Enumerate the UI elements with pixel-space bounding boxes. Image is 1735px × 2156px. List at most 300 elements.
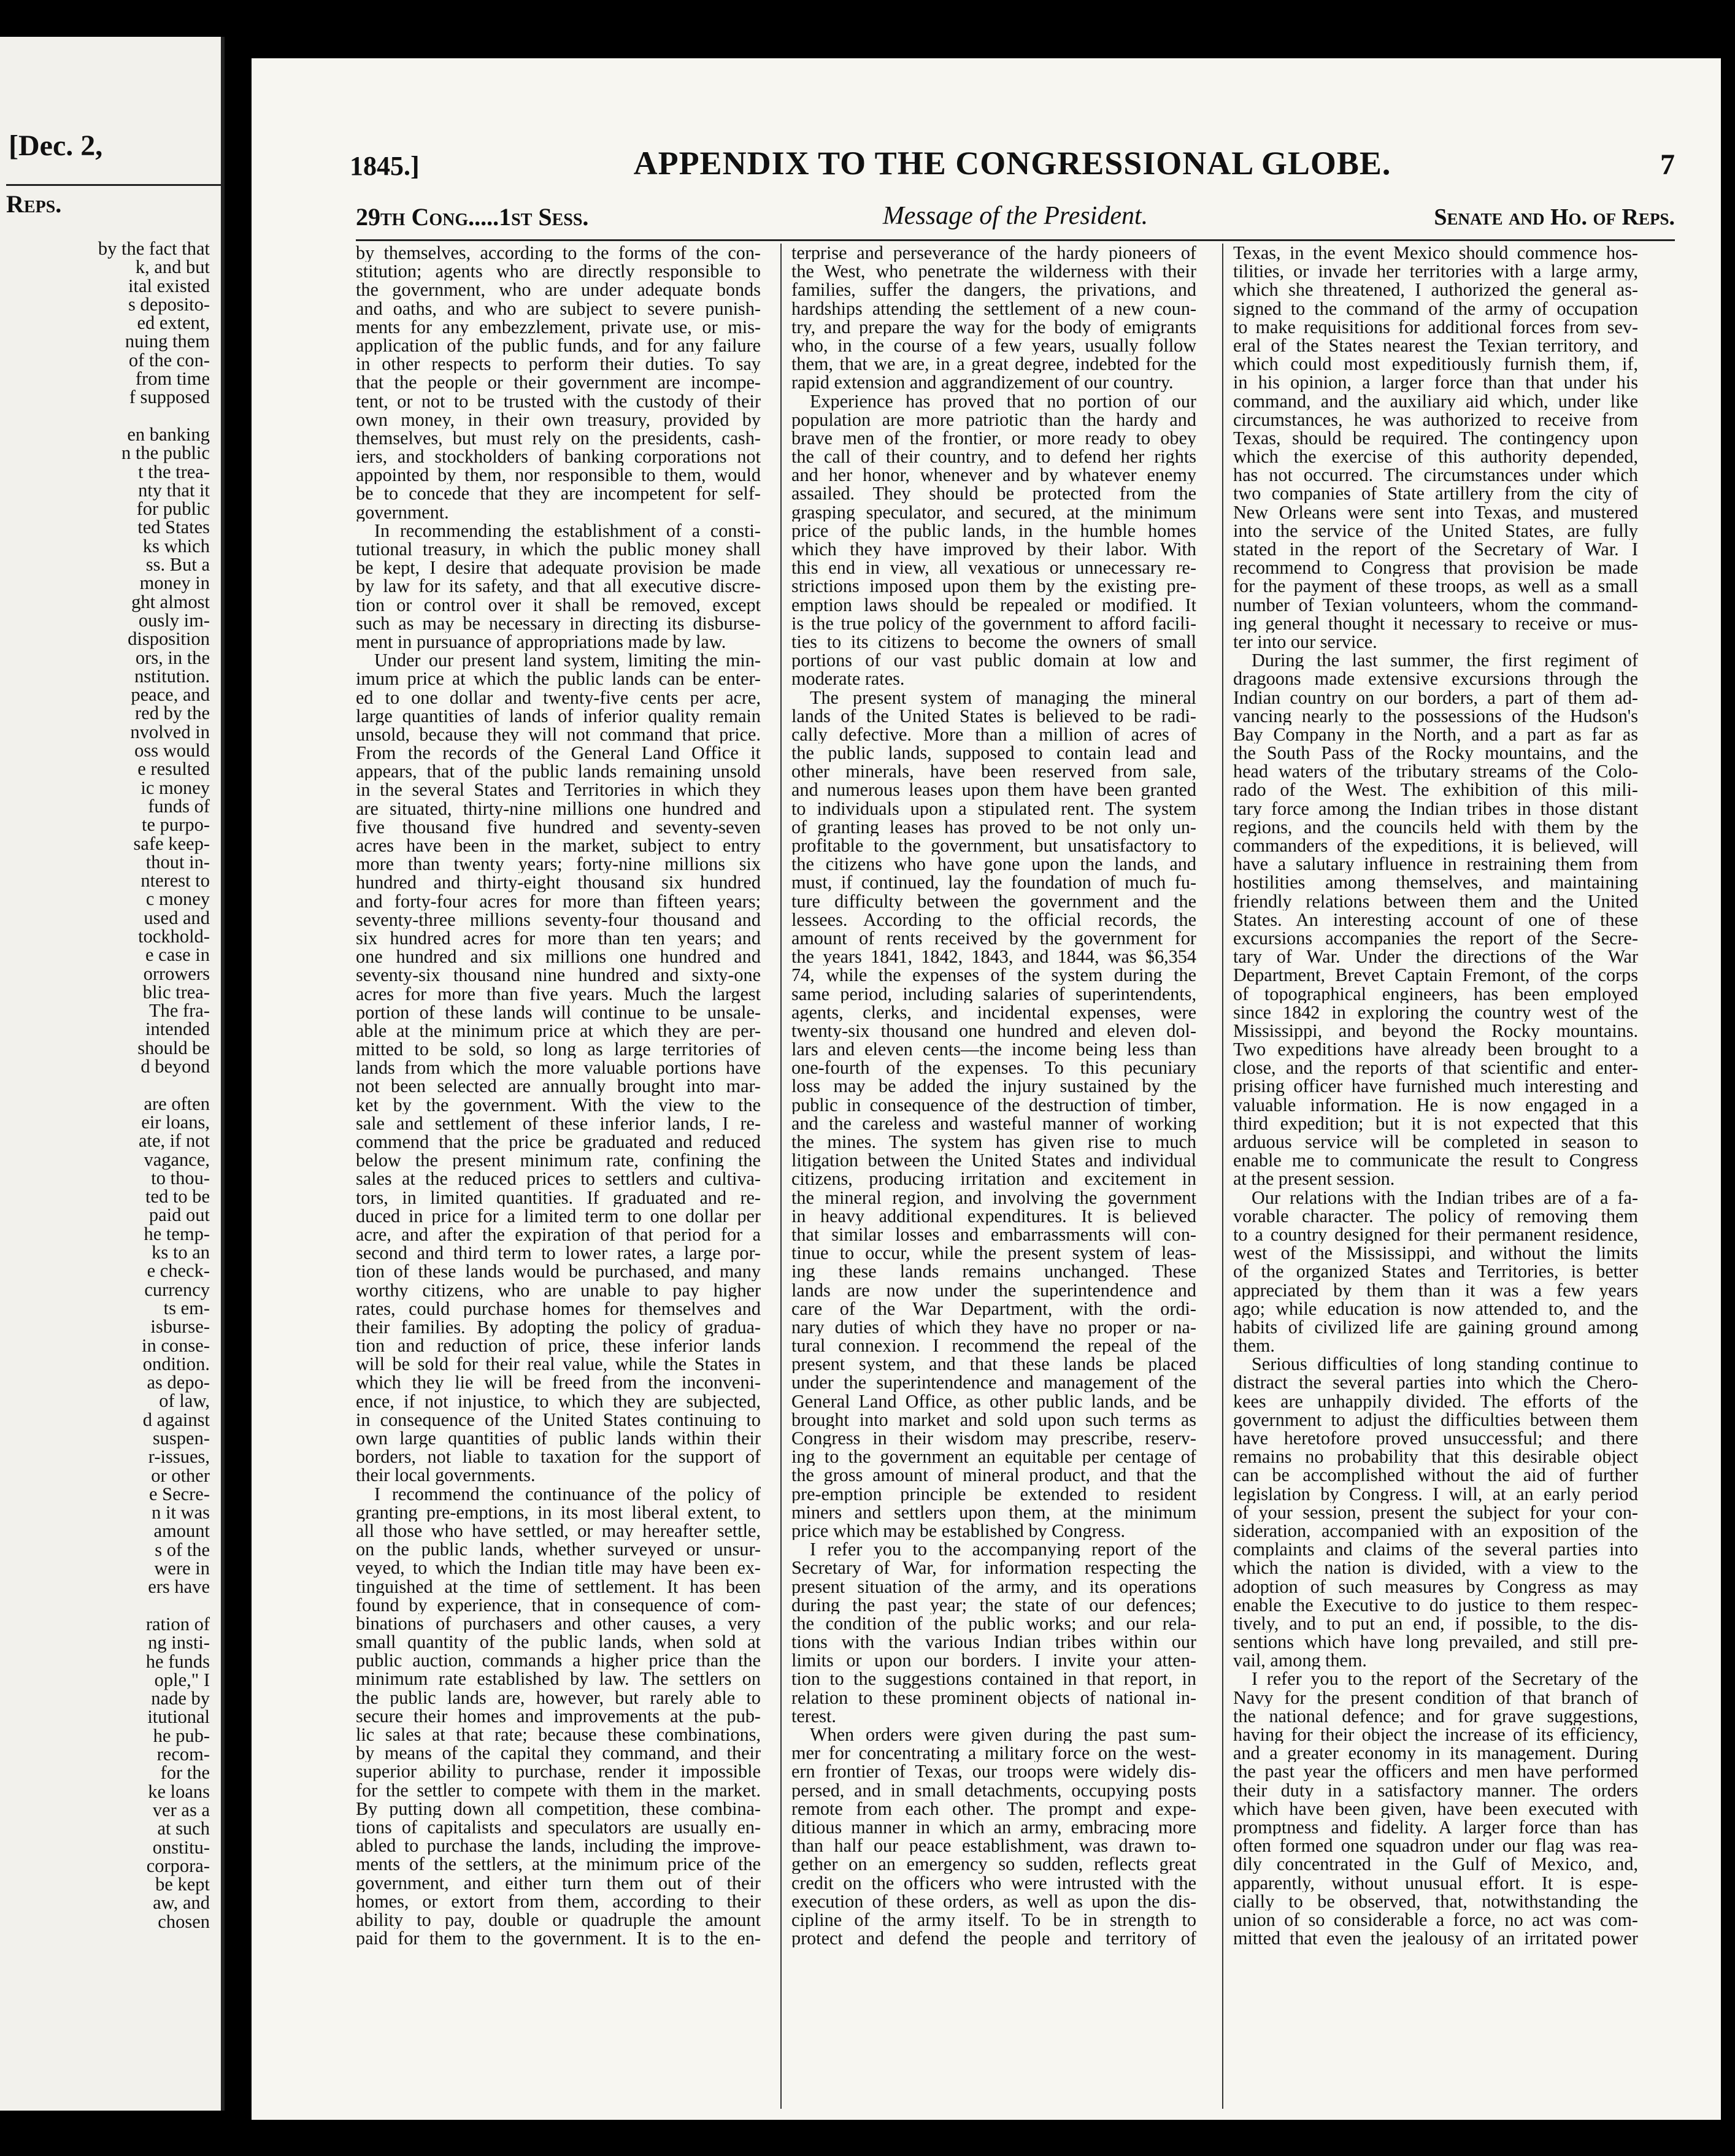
text-line: this end in view, all vexatious or unnecessary re-	[791, 558, 1196, 577]
adjacent-page-line: be kept	[155, 1874, 210, 1895]
text-line: them.	[1233, 1336, 1275, 1355]
text-line: which she threatened, I authorized the general as-	[1233, 280, 1638, 299]
text-line: During the last summer, the first regiment of	[1252, 651, 1638, 670]
text-line: tent, or not to be trusted with the custody of their	[356, 391, 761, 410]
text-line: the public lands, supposed to contain lead and	[791, 744, 1196, 763]
text-line: apparently, without unusual effort. It is espe-	[1233, 1873, 1638, 1892]
text-line: execution of these orders, as well as upon the dis-	[791, 1892, 1196, 1911]
adjacent-page-line: nvolved in	[130, 721, 210, 742]
text-line: borders, not liable to taxation for the support of	[356, 1447, 761, 1466]
text-line: which they have improved by their labor. With	[791, 540, 1196, 559]
adjacent-page-date: [Dec. 2,	[9, 129, 103, 162]
adjacent-page-line	[1, 407, 210, 425]
text-line: appointed by them, nor responsible to them, would	[356, 466, 761, 485]
header-year: 1845.]	[350, 151, 420, 181]
text-line: I refer you to the accompanying report of the	[810, 1540, 1196, 1559]
adjacent-page-line: tockhold-	[138, 925, 210, 947]
text-line: all those who have settled, or may hereafter settle,	[356, 1521, 761, 1541]
adjacent-page-line: for public	[136, 498, 210, 520]
text-line: vorable character. The policy of removing them	[1233, 1206, 1638, 1225]
text-line: and her honor, whenever and by whatever enemy	[791, 466, 1196, 485]
text-line: ture difficulty between the government and the	[791, 891, 1196, 911]
text-line: for the payment of these troops, as well as a small	[1233, 577, 1638, 596]
adjacent-page-line: ks to an	[152, 1242, 210, 1263]
text-line: terprise and perseverance of the hardy pioneers of	[791, 244, 1196, 263]
adjacent-page-line: ers have	[148, 1576, 210, 1598]
text-line: are situated, thirty-nine millions one hundred and	[356, 799, 761, 818]
text-line: ditious manner in which an army, embracing more	[791, 1817, 1196, 1837]
adjacent-page-line: ors, in the	[135, 647, 210, 668]
text-line: own money, in their own treasury, provided by	[356, 410, 761, 429]
text-line: credit on the officers who were intrusted with the	[791, 1873, 1196, 1892]
text-line: ties to its citizens to become the owners of small	[791, 632, 1196, 652]
text-line: cally defective. More than a million of acres of	[791, 725, 1196, 744]
text-line: the years 1841, 1842, 1843, and 1844, was $6,354	[791, 947, 1196, 966]
text-line: hardships attending the settlement of a new coun-	[791, 299, 1196, 318]
adjacent-page-line: s of the	[155, 1539, 210, 1560]
text-line: small quantity of the public lands, when sold at	[356, 1633, 761, 1652]
text-line: portions of our vast public domain at low and	[791, 651, 1196, 670]
adjacent-page-line: should be	[137, 1037, 210, 1058]
text-line: persed, and in small detachments, occupying posts	[791, 1781, 1196, 1800]
text-line: commend that the price be graduated and reduced	[356, 1133, 761, 1152]
adjacent-page-line: to thou-	[151, 1167, 210, 1188]
text-line: able at the minimum price at which they are per-	[356, 1021, 761, 1041]
text-line: hundred and thirty-eight thousand six hundred	[356, 873, 761, 892]
adjacent-page-line: d against	[142, 1409, 210, 1430]
adjacent-page-line: safe keep-	[133, 833, 210, 854]
text-line: one hundred and six millions one hundred and	[356, 947, 761, 966]
text-line: public in consequence of the destruction of timber,	[791, 1095, 1196, 1114]
text-line: mitted that even the jealousy of an irritated power	[1233, 1929, 1638, 1948]
text-line: not been selected are annually brought into mar-	[356, 1077, 761, 1096]
adjacent-page-line: ondition.	[142, 1353, 210, 1374]
adjacent-page-line: itutional	[147, 1706, 210, 1728]
adjacent-page-line: were in	[154, 1558, 210, 1579]
column-divider	[780, 244, 782, 2109]
text-line: seventy-three millions seventy-four thousand and	[356, 910, 761, 929]
text-line: is the true policy of the government to afford facili-	[791, 614, 1196, 633]
text-line: and oaths, and who are subject to severe punish-	[356, 299, 761, 318]
adjacent-page-line: ted States	[137, 517, 210, 538]
text-line: tilities, or invade her territories with a large army,	[1233, 262, 1638, 281]
text-line: binations of purchasers and other causes, a very	[356, 1614, 761, 1633]
text-line: have a salutary influence in restraining them from	[1233, 855, 1638, 874]
text-line: commanders of the expeditions, it is believed, will	[1233, 836, 1638, 855]
text-line: grasping speculator, and secured, at the minimum	[791, 502, 1196, 522]
adjacent-page-line: nty that it	[138, 479, 210, 501]
text-line: lands are now under the superintendence and	[791, 1280, 1196, 1299]
adjacent-page-line: ks which	[142, 535, 210, 556]
text-line: Indian country on our borders, a part of them ad-	[1233, 688, 1638, 707]
text-line: hostilities among themselves, and maintaining	[1233, 873, 1638, 892]
text-line: six hundred acres for more than ten years; and	[356, 928, 761, 948]
text-line: moderate rates.	[791, 669, 905, 688]
text-line: vancing nearly to the possessions of the Hudson's	[1233, 706, 1638, 725]
adjacent-page-line: ously im-	[138, 609, 210, 631]
text-line: ter into our service.	[1233, 632, 1377, 652]
adjacent-page-line: suspen-	[152, 1428, 210, 1449]
adjacent-page-line: t the trea-	[138, 461, 210, 482]
text-line: Our relations with the Indian tribes are of a fa-	[1252, 1188, 1638, 1207]
text-line: the mines. The system has given rise to much	[791, 1133, 1196, 1152]
text-line: agents, clerks, and incidental expenses, were	[791, 1003, 1196, 1022]
text-line: citizens, producing irritation and excitement in	[791, 1169, 1196, 1188]
text-line: Serious difficulties of long standing continue to	[1252, 1355, 1638, 1374]
adjacent-page-line: used and	[144, 907, 210, 928]
text-line: mer for concentrating a military force on the west-	[791, 1744, 1196, 1763]
text-line: veyed, to which the Indian title may have been ex-	[356, 1558, 761, 1577]
adjacent-page-line: k, and but	[135, 256, 210, 278]
adjacent-page-chamber: Reps.	[6, 184, 225, 218]
text-line: dragoons made extensive excursions through the	[1233, 669, 1638, 688]
text-line: profitable to the government, but unsatisfactory to	[791, 836, 1196, 855]
text-line: having for their object the increase of its efficiency,	[1233, 1725, 1638, 1744]
text-line: adoption of such measures by Congress as may	[1233, 1577, 1638, 1596]
text-line: By putting down all competition, these combina-	[356, 1799, 761, 1818]
text-line: in the several States and Territories in which they	[356, 780, 761, 799]
text-line: of granting leases has proved to be not only un-	[791, 817, 1196, 836]
adjacent-page-line: eir loans,	[141, 1111, 210, 1133]
text-line: assailed. They should be protected from the	[791, 484, 1196, 503]
text-line: in other respects to perform their duties. To say	[356, 355, 761, 374]
text-line: ing to the government an equitable per centage of	[791, 1447, 1196, 1466]
adjacent-page-line: blic trea-	[142, 981, 210, 1003]
text-line: worthy citizens, who are unable to pay higher	[356, 1280, 761, 1299]
text-line: abled to purchase the lands, including the improve-	[356, 1836, 761, 1855]
adjacent-page-line: ration of	[145, 1613, 210, 1634]
text-line: families, suffer the dangers, the privations, and	[791, 280, 1196, 299]
text-line: tion to the suggestions contained in that report, in	[791, 1669, 1196, 1688]
text-line: relation to these prominent objects of national in-	[791, 1688, 1196, 1707]
text-line: remains no probability that this desirable object	[1233, 1447, 1638, 1466]
text-line: arduous service will be completed in season to	[1233, 1133, 1638, 1152]
text-line: enable the Executive to do justice to them respec-	[1233, 1595, 1638, 1614]
text-line: seventy-six thousand nine hundred and sixty-one	[356, 966, 761, 985]
text-line: their duty in a satisfactory manner. The orders	[1233, 1781, 1638, 1800]
text-line: in his opinion, a larger force than that under his	[1233, 373, 1638, 392]
adjacent-page-line: n the public	[121, 442, 210, 464]
text-line: rates, could purchase homes for themselves and	[356, 1299, 761, 1318]
text-line: the condition of the public works; and our rela-	[791, 1614, 1196, 1633]
text-line: excursions accompanies the report of the Secre-	[1233, 928, 1638, 948]
adjacent-page-line: or other	[151, 1465, 210, 1486]
text-line: Navy for the present condition of that branch of	[1233, 1688, 1638, 1707]
text-line: to make requisitions for additional forces from sev-	[1233, 317, 1638, 336]
adjacent-page-line: d beyond	[140, 1056, 210, 1077]
adjacent-page-line: by the fact that	[98, 238, 210, 259]
adjacent-page-line: e case in	[145, 944, 210, 966]
adjacent-page-line: ople," I	[154, 1669, 210, 1690]
adjacent-page-line: funds of	[148, 795, 210, 817]
text-line: be to concede that they are incompetent for self-	[356, 484, 761, 503]
adjacent-page-line: of law,	[159, 1390, 210, 1412]
text-line: tions with the various Indian tribes within our	[791, 1633, 1196, 1652]
text-line: tion and reduction of price, these inferior lands	[356, 1336, 761, 1355]
adjacent-page-line: nstitution.	[134, 665, 210, 687]
text-line: In recommending the establishment of a consti-	[374, 521, 761, 540]
adjacent-page-line: amount	[153, 1520, 210, 1542]
text-line: dily concentrated in the Gulf of Mexico, and,	[1233, 1855, 1638, 1874]
adjacent-page-line: recom-	[156, 1744, 210, 1765]
text-line: own large quantities of public lands within their	[356, 1429, 761, 1448]
text-line: close, and the reports of that scientific and enter-	[1233, 1058, 1638, 1077]
text-line: them, that we are, in a great degree, indebted for the	[791, 355, 1196, 374]
text-line: pre-emption principle be extended to resident	[791, 1484, 1196, 1503]
adjacent-page-line: e check-	[147, 1260, 210, 1282]
text-line: signed to the command of the army of occupation	[1233, 299, 1638, 318]
text-line: the gross amount of mineral product, and that the	[791, 1466, 1196, 1485]
text-line: cially to be observed, that, notwithstanding the	[1233, 1892, 1638, 1911]
text-line: tutional treasury, in which the public money shall	[356, 540, 761, 559]
text-line: paid for them to the government. It is to the en-	[356, 1929, 761, 1948]
text-line: in heavy additional expenditures. It is believed	[791, 1206, 1196, 1225]
text-line: Texas, in the event Mexico should commence hos-	[1233, 244, 1638, 263]
text-line: ing these lands remains unchanged. These	[791, 1262, 1196, 1281]
text-line: which the exercise of this authority depended,	[1233, 447, 1638, 466]
text-line: distract the several parties into which the Chero-	[1233, 1373, 1638, 1392]
text-line: habits of civilized life are gaining ground among	[1233, 1317, 1638, 1337]
adjacent-page-line: c money	[145, 888, 210, 910]
text-line: limits or upon our borders. I invite your atten-	[791, 1651, 1196, 1670]
adjacent-page-fragment	[0, 37, 225, 2111]
text-line: and numerous leases upon them have been granted	[791, 780, 1196, 799]
text-line: and a greater economy in its management. During	[1233, 1744, 1638, 1763]
text-line: since 1842 in exploring the country west of the	[1233, 1003, 1638, 1022]
text-line: try, and prepare the way for the body of emigrants	[791, 317, 1196, 336]
text-line: iers, and stockholders of banking corporations not	[356, 447, 761, 466]
text-line: tion or control over it shall be removed, except	[356, 595, 761, 614]
text-line: portion of these lands will continue to be unsale-	[356, 1003, 761, 1022]
chamber-label: Senate and Ho. of Reps.	[1434, 204, 1675, 230]
text-line: price which may be established by Congress.	[791, 1521, 1126, 1541]
text-column-1	[356, 244, 761, 1947]
text-line: sideration, accompanied with an exposition of the	[1233, 1521, 1638, 1541]
text-line: tors, in limited quantities. If graduated and re-	[356, 1188, 761, 1207]
text-line: brought into market and sold upon such terms as	[791, 1410, 1196, 1429]
text-line: complaints and claims of the several parties into	[1233, 1540, 1638, 1559]
text-line: ing general thought it necessary to receive or mus-	[1233, 614, 1638, 633]
adjacent-page-line: onstitu-	[152, 1836, 210, 1858]
text-line: Experience has proved that no portion of our	[810, 391, 1196, 410]
text-line: that the people or their government are incompe-	[356, 373, 761, 392]
text-line: vail, among them.	[1233, 1651, 1367, 1670]
text-line: other minerals, have been reserved from sale,	[791, 762, 1196, 781]
text-line: homes, or extort from them, according to their	[356, 1892, 761, 1911]
text-line: eral of the States nearest the Texian territory, and	[1233, 336, 1638, 355]
text-line: same period, including salaries of superintendents,	[791, 984, 1196, 1003]
text-line: tinguished at the time of settlement. It has been	[356, 1577, 761, 1596]
text-line: care of the War Department, with the ordi-	[791, 1299, 1196, 1318]
text-line: large quantities of lands of inferior quality remain	[356, 706, 761, 725]
text-line: at the present session.	[1233, 1169, 1395, 1188]
text-line: ment in pursuance of appropriations made by law.	[356, 632, 726, 652]
text-line: valuable information. He is now engaged in a	[1233, 1095, 1638, 1114]
adjacent-page-line: currency	[144, 1279, 210, 1300]
adjacent-page-line: ital existed	[128, 275, 210, 296]
text-line: unsold, because they will not command that price.	[356, 725, 761, 744]
text-line: on the public lands, whether surveyed or unsur-	[356, 1540, 761, 1559]
adjacent-page-line: of the con-	[128, 349, 210, 371]
text-line: imum price at which the public lands can be enter-	[356, 669, 761, 688]
text-line: tion of these lands would be purchased, and many	[356, 1262, 761, 1281]
text-line: lands of the United States is believed to be radi-	[791, 706, 1196, 725]
adjacent-page-line: peace, and	[131, 684, 210, 706]
text-line: their local governments.	[356, 1466, 536, 1485]
section-title: Message of the President.	[882, 202, 1148, 230]
text-line: kees are unhappily divided. The efforts of the	[1233, 1392, 1638, 1411]
text-line: secure their homes and improvements at the pub-	[356, 1706, 761, 1725]
text-line: application of the public funds, and for any failure	[356, 336, 761, 355]
adjacent-page-line: ke loans	[148, 1781, 210, 1802]
text-line: and the careless and wasteful manner of working	[791, 1114, 1196, 1133]
adjacent-page-line: orrowers	[143, 963, 210, 984]
adjacent-page-line: aw, and	[153, 1892, 210, 1914]
adjacent-page-line: en banking	[127, 423, 210, 445]
adjacent-page-line: The fra-	[148, 1000, 210, 1022]
adjacent-page-line: ate, if not	[138, 1130, 210, 1152]
text-line: ern frontier of Texas, our troops were widely dis-	[791, 1762, 1196, 1781]
page-title: APPENDIX TO THE CONGRESSIONAL GLOBE.	[633, 145, 1391, 182]
text-line: ed to one dollar and twenty-five cents per acre,	[356, 688, 761, 707]
text-line: the call of their country, and to defend her rights	[791, 447, 1196, 466]
text-line: 74, while the expenses of the system during the	[791, 966, 1196, 985]
text-line: second and third term to lower rates, a large por-	[356, 1244, 761, 1263]
adjacent-page-line: ed extent,	[137, 312, 210, 334]
text-line: rapid extension and aggrandizement of our country.	[791, 373, 1174, 392]
text-line: population are more patriotic than the hardy and	[791, 410, 1196, 429]
text-line: which the nation is divided, with a view to the	[1233, 1558, 1638, 1577]
text-line: to a country designed for their permanent residence,	[1233, 1225, 1638, 1244]
text-line: the national defence; and for grave suggestions,	[1233, 1706, 1638, 1725]
text-line: acres for more than five years. Much the largest	[356, 984, 761, 1003]
text-line: When orders were given during the past sum-	[810, 1725, 1196, 1744]
text-line: recommend to Congress that provision be made	[1233, 558, 1638, 577]
text-line: lic sales at that rate; because these combinations,	[356, 1725, 761, 1744]
text-line: the West, who penetrate the wilderness with their	[791, 262, 1196, 281]
text-line: two companies of State artillery from the city of	[1233, 484, 1638, 503]
text-line: tural connexion. I recommend the repeal of the	[791, 1336, 1196, 1355]
adjacent-page-line: ng insti-	[148, 1632, 210, 1654]
text-line: who, in the course of a few years, usually follow	[791, 336, 1196, 355]
text-line: rado of the West. The exhibition of this mili-	[1233, 780, 1638, 799]
text-line: public auction, commands a higher price than the	[356, 1651, 761, 1670]
text-line: tions of capitalists and speculators are usually en-	[356, 1817, 761, 1837]
adjacent-page-line: as depo-	[147, 1372, 210, 1393]
text-line: minimum rate established by law. The settlers on	[356, 1669, 761, 1688]
adjacent-page-line: nuing them	[125, 331, 210, 352]
text-line: price of the public lands, in the humble homes	[791, 521, 1196, 540]
text-column-3	[1233, 244, 1638, 1947]
text-line: often formed one squadron under our flag was rea-	[1233, 1836, 1638, 1855]
text-line: duced in price for a limited term to one dollar per	[356, 1206, 761, 1225]
text-line: acre, and after the expiration of that period for a	[356, 1225, 761, 1244]
text-line: tinue to occur, while the present system of leas-	[791, 1244, 1196, 1263]
text-line: which have been given, have been executed with	[1233, 1799, 1638, 1818]
adjacent-page-line: s deposito-	[128, 293, 210, 315]
text-line: acres have been in the market, subject to entry	[356, 836, 761, 855]
text-line: of your session, present the subject for your con-	[1233, 1503, 1638, 1522]
text-line: command, and the auxiliary aid which, under like	[1233, 391, 1638, 410]
text-line: legislation by Congress. I will, at an early period	[1233, 1484, 1638, 1503]
text-line: Secretary of War, for information respecting the	[791, 1558, 1196, 1577]
text-line: twenty-six thousand one hundred and eleven dol-	[791, 1021, 1196, 1041]
adjacent-page-line: te purpo-	[142, 814, 210, 836]
text-line: lessees. According to the official records, the	[791, 910, 1196, 929]
text-line: government.	[356, 502, 449, 522]
adjacent-page-line	[1, 1596, 210, 1615]
adjacent-page-line: he temp-	[144, 1223, 210, 1244]
text-line: tary of War. Under the directions of the War	[1233, 947, 1638, 966]
text-line: has not occurred. The circumstances under which	[1233, 466, 1638, 485]
adjacent-page-line: from time	[135, 368, 210, 390]
text-line: promptness and fidelity. A larger force than has	[1233, 1817, 1638, 1837]
text-line: ability to pay, double or quadruple the amount	[356, 1910, 761, 1930]
text-line: to individuals upon a stipulated rent. The system	[791, 799, 1196, 818]
text-line: ket by the government. With the view to the	[356, 1095, 761, 1114]
text-line: third expedition; but it is not expected that this	[1233, 1114, 1638, 1133]
adjacent-page-line: ss. But a	[145, 554, 210, 576]
text-line: which could most expeditiously furnish them, if,	[1233, 355, 1638, 374]
text-line: Bay Company in the North, and a part as far as	[1233, 725, 1638, 744]
text-line: that similar losses and embarrassments will con-	[791, 1225, 1196, 1244]
adjacent-page-line: at such	[157, 1818, 210, 1839]
text-line: more than twenty years; forty-nine millions six	[356, 855, 761, 874]
text-line: the public lands are, however, but rarely able to	[356, 1688, 761, 1707]
text-line: union of so considerable a force, no act was com-	[1233, 1910, 1638, 1930]
text-line: west of the Mississippi, and without the limits	[1233, 1244, 1638, 1263]
text-line: New Orleans were sent into Texas, and mustered	[1233, 502, 1638, 522]
text-line: lands from which the more valuable portions have	[356, 1058, 761, 1077]
text-line: General Land Office, as other public lands, and be	[791, 1392, 1196, 1411]
text-line: terest.	[791, 1706, 836, 1725]
text-line: mitted to be sold, so long as large territories of	[356, 1040, 761, 1059]
text-line: into the service of the United States, are fully	[1233, 521, 1638, 540]
text-line: stitution; agents who are directly responsible to	[356, 262, 761, 281]
text-line: remote from each other. The prompt and expe-	[791, 1799, 1196, 1818]
text-line: under the superintendence and management of the	[791, 1373, 1196, 1392]
text-line: one-fourth of the expenses. To this pecuniary	[791, 1058, 1196, 1077]
adjacent-page-line: corpora-	[146, 1855, 210, 1876]
text-line: Texas, should be required. The contingency upon	[1233, 428, 1638, 448]
adjacent-page-line: chosen	[158, 1911, 210, 1932]
text-line: themselves, but must rely on the presidents, cash-	[356, 428, 761, 448]
text-line: during the past year; the state of our defences;	[791, 1595, 1196, 1614]
text-line: nary duties of which they have no proper or na-	[791, 1317, 1196, 1337]
text-line: ments of the settlers, at the minimum price of the	[356, 1855, 761, 1874]
adjacent-page-line	[1, 1076, 210, 1094]
text-line: for the settler to compete with them in the market.	[356, 1781, 761, 1800]
adjacent-page-line: paid out	[148, 1204, 210, 1226]
text-line: five thousand five hundred and seventy-seven	[356, 817, 761, 836]
text-line: Two expeditions have already been brought to a	[1233, 1040, 1638, 1059]
text-line: number of Texian volunteers, whom the command-	[1233, 595, 1638, 614]
text-line: superior ability to purchase, render it impossible	[356, 1762, 761, 1781]
adjacent-page-line: he pub-	[153, 1725, 210, 1746]
text-line: of the organized States and Territories, is better	[1233, 1262, 1638, 1281]
adjacent-page-line: f supposed	[129, 387, 210, 408]
text-line: Mississippi, and beyond the Rocky mountains.	[1233, 1021, 1638, 1041]
text-line: sale and settlement of these inferior lands, I re-	[356, 1114, 761, 1133]
adjacent-page-line: isburse-	[150, 1316, 210, 1338]
text-line: gether on an emergency so sudden, reflects great	[791, 1855, 1196, 1874]
text-line: the mineral region, and involving the government	[791, 1188, 1196, 1207]
text-line: appreciated by them than it was a few years	[1233, 1280, 1638, 1299]
text-line: which they lie will be freed from the inconveni-	[356, 1373, 761, 1392]
text-line: their families. By adopting the policy of gradua-	[356, 1317, 761, 1337]
text-line: the past year the officers and men have performed	[1233, 1762, 1638, 1781]
text-line: government to adjust the difficulties between them	[1233, 1410, 1638, 1429]
